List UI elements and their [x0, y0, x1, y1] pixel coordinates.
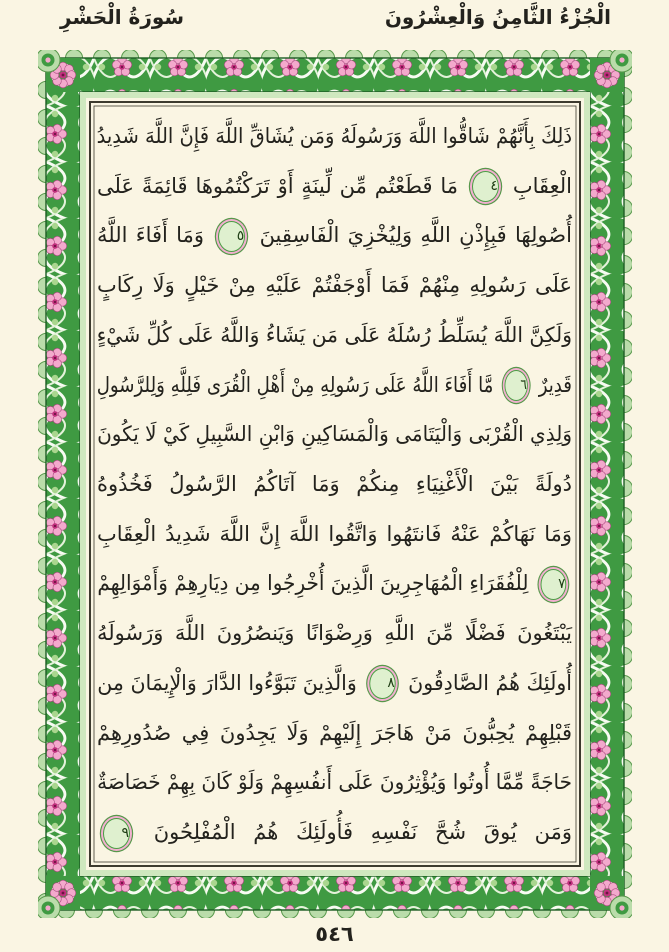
- ayah-text: لِلْفُقَرَاءِ الْمُهَاجِرِينَ الَّذِينَ أُخْرِجُوا مِن دِيَارِهِمْ وَأَمْوَالِهِمْ: [97, 571, 529, 596]
- quran-line-5: [96, 311, 572, 361]
- ayah-text: دُولَةً بَيْنَ الْأَغْنِيَاءِ مِنكُمْ وَمَا آتَاكُمُ الرَّسُولُ فَخُذُوهُ: [97, 472, 572, 497]
- ayah-text: حَاجَةً مِّمَّا أُوتُوا وَيُؤْثِرُونَ عَلَى أَنفُسِهِمْ وَلَوْ كَانَ بِهِمْ خَصَاصَةٌ: [97, 770, 572, 795]
- quran-line-13: [97, 709, 572, 759]
- ayah-text: وَلَكِنَّ اللَّهَ يُسَلِّطُ رُسُلَهُ عَلَى مَن يَشَاءُ وَاللَّهُ عَلَى كُلِّ شَيْءٍ: [96, 322, 572, 347]
- quran-line-3: [97, 211, 572, 261]
- verse-end-marker: ٥: [218, 221, 245, 252]
- ayah-text: قَبْلِهِمْ يُحِبُّونَ مَنْ هَاجَرَ إِلَيْهِمْ وَلَا يَجِدُونَ فِي صُدُورِهِمْ: [97, 720, 572, 745]
- quran-line-8: [97, 460, 572, 510]
- quran-line-7: [97, 410, 572, 460]
- quran-line-2: [97, 162, 572, 212]
- ayah-text: مَا قَطَعْتُم مِّن لِّينَةٍ أَوْ تَرَكْتُمُوهَا قَائِمَةً عَلَى: [97, 173, 459, 198]
- ayah-text: وَمَا أَفَاءَ اللَّهُ: [97, 223, 204, 248]
- ayah-text: وَمَن يُوقَ شُحَّ نَفْسِهِ فَأُولَئِكَ هُمُ الْمُفْلِحُونَ: [153, 820, 572, 845]
- verse-end-marker: ٩: [103, 818, 130, 849]
- surah-header-label: سُورَةُ الْحَشْرِ: [60, 5, 185, 29]
- ayah-text: أُصُولِهَا فَبِإِذْنِ اللَّهِ وَلِيُخْزِيَ الْفَاسِقِينَ: [259, 223, 572, 248]
- verse-end-marker: ٤: [472, 171, 499, 202]
- quran-line-9: [97, 510, 572, 560]
- quran-line-15: [97, 808, 572, 858]
- ayah-text: الْعِقَابِ: [512, 173, 572, 198]
- ayah-text: عَلَى رَسُولِهِ مِنْهُمْ فَمَا أَوْجَفْتُمْ عَلَيْهِ مِنْ خَيْلٍ وَلَا رِكَابٍ: [97, 273, 572, 298]
- verse-end-marker: ٨: [369, 668, 395, 699]
- verse-end-marker: ٧: [541, 569, 567, 600]
- quran-line-1: [96, 112, 572, 162]
- page-number: ٥٤٦: [315, 922, 354, 946]
- quran-line-10: [97, 559, 572, 609]
- ayah-text: ذَلِكَ بِأَنَّهُمْ شَاقُّوا اللَّهَ وَرَسُولَهُ وَمَن يُشَاقِّ اللَّهَ فَإِنَّ اللَّهَ شَدِيدُ: [96, 124, 572, 148]
- verse-end-marker: ٦: [504, 370, 527, 401]
- ayah-text: وَلِذِي الْقُرْبَى وَالْيَتَامَى وَالْمَسَاكِينِ وَابْنِ السَّبِيلِ كَيْ لَا يَكُونَ: [97, 422, 572, 447]
- quran-line-4: [97, 261, 572, 311]
- quran-line-6: [96, 361, 572, 411]
- quran-line-14: [97, 758, 572, 808]
- ayah-text: يَبْتَغُونَ فَضْلًا مِّنَ اللَّهِ وَرِضْوَانًا وَيَنصُرُونَ اللَّهَ وَرَسُولَهُ: [97, 621, 572, 646]
- juz-header-label: الْجُزْءُ الثَّامِنُ وَالْعِشْرُونَ: [384, 5, 611, 29]
- ayah-text: أُولَئِكَ هُمُ الصَّادِقُونَ: [408, 670, 572, 695]
- ayah-text: وَمَا نَهَاكُمْ عَنْهُ فَانتَهُوا وَاتَّقُوا اللَّهَ إِنَّ اللَّهَ شَدِيدُ الْعِقَابِ: [97, 521, 572, 546]
- quran-text-area: [97, 112, 572, 858]
- ayah-text: قَدِيرٌ: [538, 372, 572, 397]
- ayah-text: وَالَّذِينَ تَبَوَّءُوا الدَّارَ وَالْإِيمَانَ مِن: [97, 670, 357, 695]
- quran-line-11: [97, 609, 572, 659]
- ayah-text: مَّا أَفَاءَ اللَّهُ عَلَى رَسُولِهِ مِنْ أَهْلِ الْقُرَى فَلِلَّهِ وَلِلرَّسُولِ: [96, 372, 494, 397]
- quran-line-12: [97, 659, 572, 709]
